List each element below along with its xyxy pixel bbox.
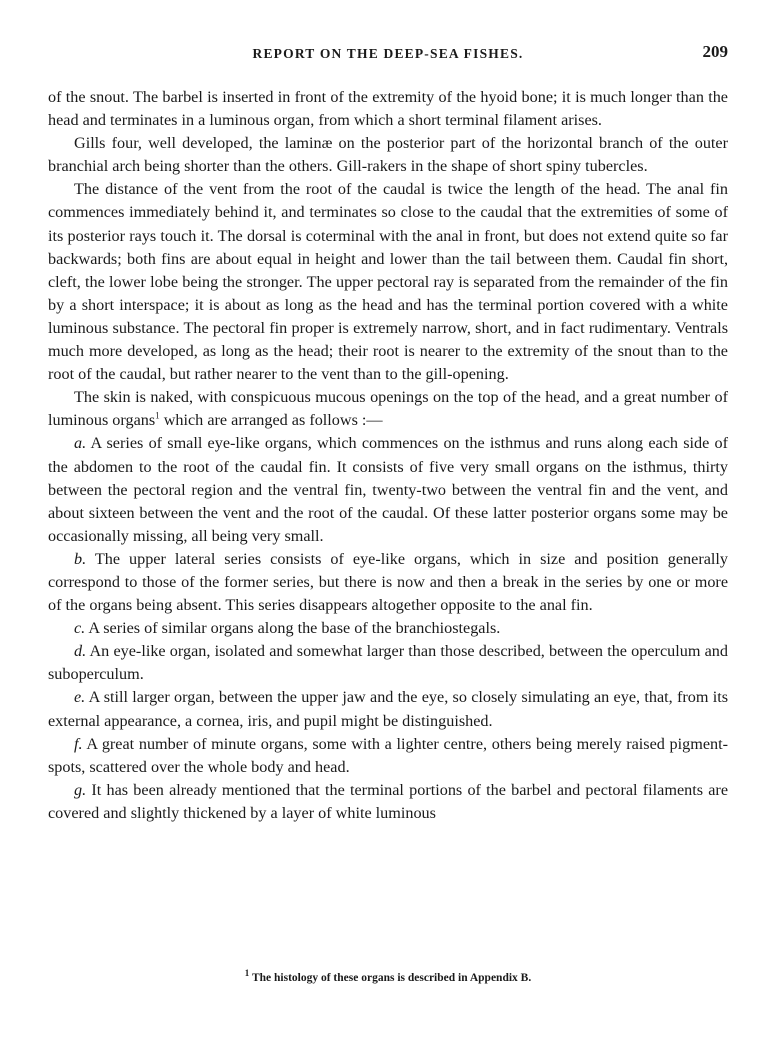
running-title: REPORT ON THE DEEP-SEA FISHES.: [252, 46, 524, 61]
footnote-text: The histology of these organs is described in Appendix B.: [251, 971, 532, 984]
paragraph-text: Gills four, well developed, the laminæ on the posterior part of the horizontal branch of the outer branchial arch being shorter than the others. Gill-rakers in the shape of short spiny tubercles.: [48, 134, 728, 176]
item-letter: a.: [74, 434, 87, 453]
list-item-b: [48, 548, 728, 617]
paragraph-text: A great number of minute organs, some with a lighter centre, others being merely raised pigment-spots, scattered over the whole body and head.: [48, 734, 729, 776]
paragraph-text: A series of similar organs along the base of the branchiostegals.: [88, 619, 501, 638]
list-item-e: [48, 686, 728, 732]
paragraph-gills: [48, 132, 728, 178]
list-item-f: [48, 733, 728, 779]
paragraph-text: A series of small eye-like organs, which commences on the isthmus and runs along each side of the abdomen to the root of the caudal fin. It consists of five very small organs on the isthmus, thirty between the pectoral region and the ventral fin, twenty-two between the ventral fin and the vent, and about sixteen between the vent and the root of the caudal. Of these latter posterior organs some may be occasionally missing, all being very small.: [48, 434, 728, 545]
item-letter: f.: [74, 734, 83, 753]
paragraph-text: A still larger organ, between the upper jaw and the eye, so closely simulating an eye, that, from its external appearance, a cornea, iris, and pupil might be distinguished.: [48, 688, 729, 730]
footnote: [48, 968, 728, 984]
list-item-g: [48, 779, 728, 825]
paragraph-text: An eye-like organ, isolated and somewhat larger than those described, between the operculum and suboperculum.: [48, 642, 728, 684]
paragraph-skin: [48, 386, 728, 432]
paragraph-text: It has been already mentioned that the terminal portions of the barbel and pectoral filaments are covered and slightly thickened by a layer of white luminous: [48, 780, 729, 822]
item-letter: d.: [74, 642, 87, 661]
running-header: [48, 42, 728, 66]
paragraph-text: The skin is naked, with conspicuous mucous openings on the top of the head, and a great number of luminous organs: [48, 388, 728, 430]
list-item-d: [48, 640, 728, 686]
list-item-a: [48, 432, 728, 547]
paragraph-text: The distance of the vent from the root of the caudal is twice the length of the head. The anal fin commences immediately behind it, and terminates so close to the caudal that the extremities of some of its posterior rays touch it. The dorsal is coterminal with the anal in front, but does not extend quite so far backwards; both fins are about equal in height and lower than the tail between them. Caudal fin short, cleft, the lower lobe being the stronger. The upper pectoral ray is separated from the remainder of the fin by a short interspace; it is about as long as the head and has the terminal portion covered with a white luminous substance. The pectoral fin proper is extremely narrow, short, and in fact rudimentary. Ventrals much more developed, as long as the head; their root is nearer to the extremity of the snout than to the root of the caudal, but rather nearer to the vent than to the gill-opening.: [48, 180, 728, 384]
paragraph-text: which are arranged as follows :—: [159, 411, 383, 430]
item-letter: c.: [74, 619, 86, 638]
item-letter: g.: [74, 780, 87, 799]
item-letter: e.: [74, 688, 86, 707]
body-text: [48, 86, 728, 825]
paragraph-text: The upper lateral series consists of eye-like organs, which in size and position generally correspond to those of the former series, but there is now and then a break in the series by one or more of the organs being absent. This series disappears altogether opposite to the anal fin.: [48, 549, 728, 615]
paragraph-text: of the snout. The barbel is inserted in front of the extremity of the hyoid bone; it is much longer than the head and terminates in a luminous organ, from which a short terminal filament arises.: [48, 88, 728, 130]
footnote-reference: 1: [155, 410, 160, 421]
page-number: 209: [702, 42, 728, 61]
paragraph-snout: [48, 86, 728, 132]
footnote-mark: 1: [244, 968, 250, 978]
item-letter: b.: [74, 549, 87, 568]
list-item-c: [48, 617, 728, 640]
paragraph-fins: [48, 178, 728, 386]
